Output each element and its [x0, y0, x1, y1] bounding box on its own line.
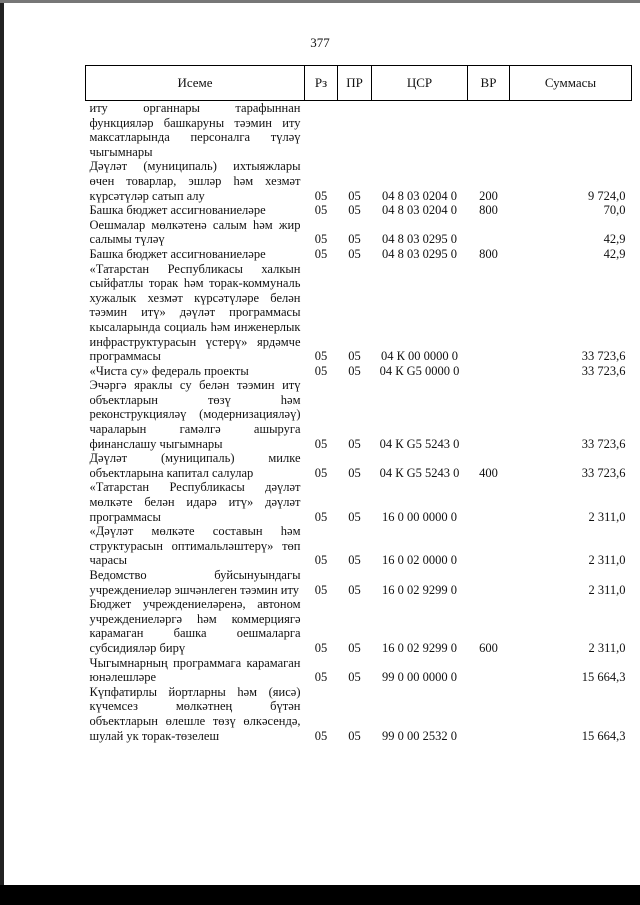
- row-sum: 33 723,6: [581, 363, 626, 378]
- row-sum: 33 723,6: [581, 436, 626, 451]
- scan-edge-top: [0, 0, 640, 3]
- row-rz: 05: [314, 465, 328, 480]
- row-csr: 04 К G5 0000 0: [379, 363, 460, 378]
- page-number: 377: [310, 35, 330, 50]
- row-vr: [468, 685, 510, 743]
- row-csr: 99 0 00 0000 0: [382, 670, 457, 685]
- row-csr: 16 0 02 9299 0: [382, 582, 457, 597]
- row-vr: 600: [479, 640, 498, 655]
- row-csr: 16 0 00 0000 0: [382, 509, 457, 524]
- header-sum: Суммасы: [510, 66, 632, 101]
- row-name: «Татарстан Республикасы дәүләт мөлкәте белән идарә итү» дәүләт программасы: [89, 480, 301, 524]
- table-row: [86, 101, 632, 160]
- row-rz: 05: [314, 232, 328, 247]
- row-rz: 05: [314, 349, 328, 364]
- row-vr: 800: [479, 203, 498, 218]
- row-sum: 2 311,0: [588, 582, 626, 597]
- header-rz: Рз: [305, 66, 338, 101]
- row-csr: 04 8 03 0295 0: [382, 232, 457, 247]
- row-rz: 05: [314, 203, 328, 218]
- row-pr: [338, 101, 372, 160]
- row-name: Башка бюджет ассигнованиеләре: [89, 203, 266, 218]
- row-pr: 05: [348, 582, 361, 597]
- row-pr: 05: [348, 670, 361, 685]
- row-vr: [468, 656, 510, 685]
- table-body: [86, 101, 632, 744]
- row-rz: 05: [314, 188, 328, 203]
- row-sum: 9 724,0: [588, 188, 626, 203]
- table-row: [86, 597, 632, 655]
- row-csr: [372, 101, 468, 160]
- row-name: «Дәүләт мөлкәте составын һәм структурасын оптимальләштерү» төп чарасы: [89, 524, 301, 568]
- row-sum: 42,9: [603, 232, 626, 247]
- table-row: [86, 262, 632, 364]
- row-pr: 05: [348, 246, 361, 261]
- row-name: Бюджет учреждениеләренә, автоном учреждениеләргә һәм коммерциягә карамаган башка оешмаларга субсидияләр бирү: [89, 597, 301, 655]
- row-vr: [468, 101, 510, 160]
- row-name: Чыгымнарның программага карамаган юнәлешләре: [89, 655, 301, 685]
- row-name: «Татарстан Республикасы халкын сыйфатлы торак һәм торак-коммуналь хужалык хезмәт күрсәтүләре белән тәэмин итү» дәүләт программасы кысаларында социаль һәм инженерлык инфраструктурасын үстерү» ярдәмче программасы: [89, 261, 301, 364]
- row-vr: [468, 364, 510, 379]
- scan-edge-bottom: [0, 885, 640, 905]
- row-pr: 05: [348, 363, 361, 378]
- row-csr: 04 8 03 0204 0: [382, 188, 457, 203]
- row-name: «Чиста су» федераль проекты: [89, 363, 249, 378]
- row-sum: 2 311,0: [588, 553, 626, 568]
- row-rz: 05: [314, 728, 328, 743]
- header-pr: ПР: [338, 66, 372, 101]
- row-rz: 05: [314, 436, 328, 451]
- table-row: [86, 218, 632, 247]
- row-name: иту органнары тарафыннан функцияләр башкаруны тәэмин иту максатларында персоналга түләү чыгымнары: [89, 101, 301, 159]
- row-pr: 05: [348, 188, 361, 203]
- row-csr: 99 0 00 2532 0: [382, 728, 457, 743]
- row-sum: 15 664,3: [581, 670, 626, 685]
- row-csr: 04 8 03 0204 0: [382, 203, 457, 218]
- row-csr: 04 К G5 5243 0: [379, 465, 460, 480]
- row-sum: 70,0: [603, 203, 626, 218]
- table-row: [86, 451, 632, 480]
- row-pr: 05: [348, 509, 361, 524]
- row-name: Эчәргә яраклы су белән тәэмин итү объектларын төзү һәм реконструкцияләү (модернизацияләү) чараларын гамәлгә ашыруга финанслашу чыгымнары: [89, 378, 301, 451]
- row-sum: [510, 101, 632, 160]
- row-sum: 2 311,0: [588, 509, 626, 524]
- budget-table: [85, 65, 632, 743]
- row-vr: [468, 568, 510, 597]
- row-pr: 05: [348, 465, 361, 480]
- row-vr: [468, 262, 510, 364]
- row-pr: 05: [348, 203, 361, 218]
- row-pr: 05: [348, 232, 361, 247]
- row-sum: 33 723,6: [581, 349, 626, 364]
- row-pr: 05: [348, 640, 361, 655]
- header-csr: ЦСР: [372, 66, 468, 101]
- row-rz: 05: [314, 582, 328, 597]
- row-sum: 15 664,3: [581, 728, 626, 743]
- header-name: Исеме: [86, 66, 305, 101]
- row-rz: 05: [314, 246, 328, 261]
- table-row: [86, 203, 632, 218]
- row-rz: 05: [314, 363, 328, 378]
- row-name: Дәүләт (муниципаль) ихтыяжлары өчен товарлар, эшләр һәм хезмәт күрсәтүләр сатып алу: [89, 159, 301, 203]
- table-row: [86, 378, 632, 451]
- row-rz: 05: [314, 553, 328, 568]
- table-row: [86, 480, 632, 524]
- row-pr: 05: [348, 553, 361, 568]
- table-header: [86, 66, 632, 101]
- row-csr: 16 0 02 9299 0: [382, 640, 457, 655]
- row-name: Дәүләт (муниципаль) милке объектларына капитал салулар: [89, 451, 301, 480]
- row-sum: 42,9: [603, 246, 626, 261]
- row-rz: 05: [314, 670, 328, 685]
- row-name: Башка бюджет ассигнованиеләре: [89, 246, 266, 261]
- row-vr: [468, 218, 510, 247]
- table-row: [86, 159, 632, 203]
- table-row: [86, 364, 632, 379]
- table-row: [86, 568, 632, 597]
- row-csr: 16 0 02 0000 0: [382, 553, 457, 568]
- scan-edge-left: [0, 0, 4, 905]
- row-vr: 800: [479, 246, 498, 261]
- row-vr: [468, 524, 510, 568]
- table-row: [86, 247, 632, 262]
- row-vr: 400: [479, 465, 498, 480]
- row-csr: 04 К G5 5243 0: [379, 436, 460, 451]
- row-name: Күпфатирлы йортларны һәм (яисә) күчемсез мөлкәтнең бүтән объектларын өлешле төзү өлкәсендә, шулай ук торак-төзелеш: [89, 684, 301, 743]
- row-csr: 04 К 00 0000 0: [380, 349, 459, 364]
- row-vr: [468, 480, 510, 524]
- row-rz: 05: [314, 509, 328, 524]
- row-pr: 05: [348, 728, 361, 743]
- table-row: [86, 524, 632, 568]
- header-vr: ВР: [468, 66, 510, 101]
- row-rz: 05: [314, 640, 328, 655]
- row-sum: 2 311,0: [588, 640, 626, 655]
- row-pr: 05: [348, 349, 361, 364]
- row-sum: 33 723,6: [581, 465, 626, 480]
- table-row: [86, 656, 632, 685]
- row-rz: [305, 101, 338, 160]
- row-csr: 04 8 03 0295 0: [382, 246, 457, 261]
- row-name: Ведомство буйсынуындагы учреждениеләр эшчәнлеген тәэмин иту: [89, 568, 301, 597]
- row-name: Оешмалар мөлкәтенә салым һәм жир салымы түләү: [89, 217, 301, 247]
- table-row: [86, 685, 632, 743]
- row-pr: 05: [348, 436, 361, 451]
- row-vr: [468, 378, 510, 451]
- row-vr: 200: [479, 188, 498, 203]
